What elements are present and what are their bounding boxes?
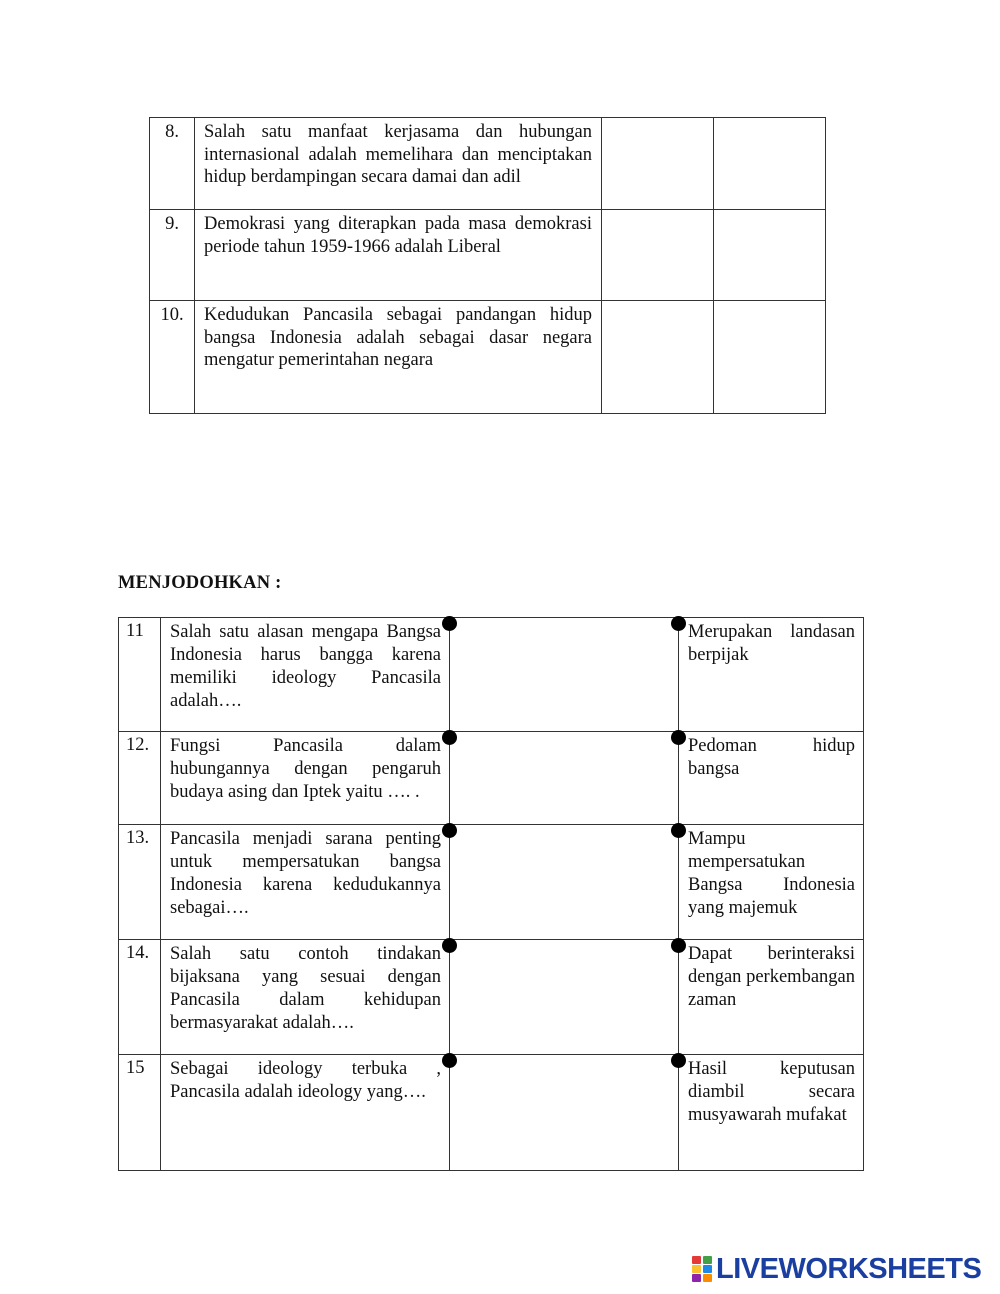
table-row [150,118,826,210]
statement-text: Demokrasi yang diterapkan pada masa demokrasi periode tahun 1959-1966 adalah Liberal [195,210,602,301]
connector-dot-left[interactable] [442,616,457,631]
row-number: 15 [119,1055,161,1171]
matching-table [118,617,864,1171]
question-text: Salah satu contoh tindakan bijaksana yang sesuai dengan Pancasila dalam kehidupan bermasyarakat adalah…. [161,940,450,1055]
option-text: Hasil keputusan diambil secara musyawarah mufakat [679,1055,864,1171]
option-text: Merupakan landasan berpijak [679,618,864,732]
logo-block [692,1256,701,1264]
option-text: Dapat berinteraksi dengan perkembangan zaman [679,940,864,1055]
table-row [150,210,826,301]
connector-dot-left[interactable] [442,730,457,745]
answer-box-false[interactable] [714,118,826,210]
brand-text: LIVEWORKSHEETS [716,1252,982,1285]
row-number: 14. [119,940,161,1055]
question-text: Sebagai ideology terbuka , Pancasila adalah ideology yang…. [161,1055,450,1171]
logo-block [703,1265,712,1273]
logo-block [692,1265,701,1273]
section-title: MENJODOHKAN : [118,573,282,593]
connector-dot-right[interactable] [671,730,686,745]
connector-area [450,618,679,732]
statement-text: Kedudukan Pancasila sebagai pandangan hidup bangsa Indonesia adalah sebagai dasar negara mengatur pemerintahan negara [195,301,602,414]
connector-dot-right[interactable] [671,1053,686,1068]
question-text: Pancasila menjadi sarana penting untuk mempersatukan bangsa Indonesia karena kedudukannya sebagai…. [161,825,450,940]
answer-box-false[interactable] [714,301,826,414]
answer-box-true[interactable] [602,301,714,414]
question-text: Fungsi Pancasila dalam hubungannya dengan pengaruh budaya asing dan Iptek yaitu …. . [161,732,450,825]
statement-text: Salah satu manfaat kerjasama dan hubungan internasional adalah memelihara dan menciptakan hidup berdampingan secara damai dan adil [195,118,602,210]
connector-dot-right[interactable] [671,823,686,838]
option-text: Pedoman hidup bangsa [679,732,864,825]
table-row [119,618,864,732]
connector-dot-left[interactable] [442,938,457,953]
table-row [119,940,864,1055]
option-text: Mampu mempersatukan Bangsa Indonesia yang majemuk [679,825,864,940]
true-false-table [149,117,826,414]
connector-area [450,732,679,825]
logo-block [703,1274,712,1282]
liveworksheets-logo [692,1254,981,1284]
connector-area [450,1055,679,1171]
connector-area [450,940,679,1055]
row-number: 10. [150,301,195,414]
row-number: 8. [150,118,195,210]
connector-dot-right[interactable] [671,616,686,631]
table-row [119,1055,864,1171]
row-number: 9. [150,210,195,301]
table-row [150,301,826,414]
answer-box-false[interactable] [714,210,826,301]
logo-block [703,1256,712,1264]
liveworksheets-icon [692,1256,712,1282]
row-number: 11 [119,618,161,732]
row-number: 12. [119,732,161,825]
connector-area [450,825,679,940]
table-row [119,825,864,940]
table-row [119,732,864,825]
answer-box-true[interactable] [602,210,714,301]
connector-dot-left[interactable] [442,823,457,838]
row-number: 13. [119,825,161,940]
connector-dot-left[interactable] [442,1053,457,1068]
connector-dot-right[interactable] [671,938,686,953]
question-text: Salah satu alasan mengapa Bangsa Indonesia harus bangga karena memiliki ideology Pancasila adalah…. [161,618,450,732]
answer-box-true[interactable] [602,118,714,210]
logo-block [692,1274,701,1282]
